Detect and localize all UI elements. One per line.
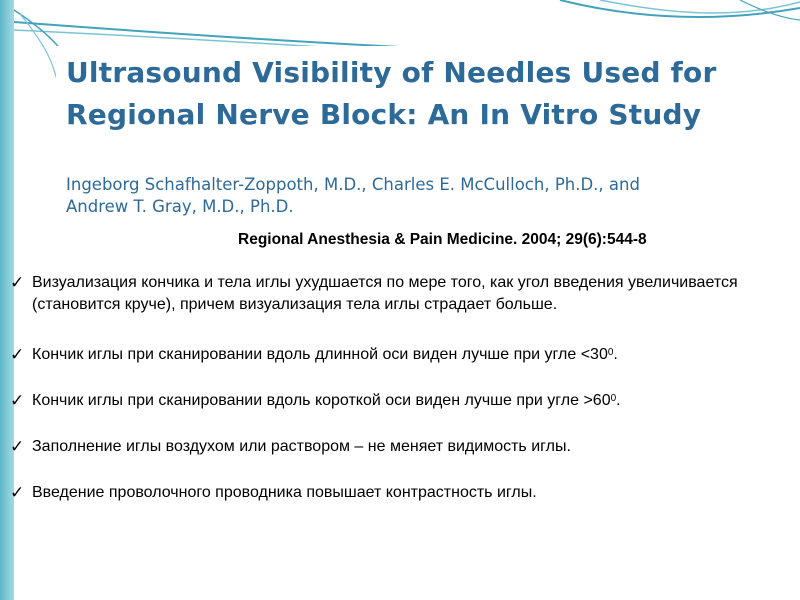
finding-item (10, 482, 790, 504)
finding-item (10, 344, 790, 366)
checkmark-icon: ✓ (10, 345, 25, 365)
journal-citation: Regional Anesthesia & Pain Medicine. 2004; 29(6):544-8 (238, 231, 647, 248)
finding-item (10, 390, 790, 412)
findings-list (10, 272, 790, 504)
paper-authors: Ingeborg Schafhalter-Zoppoth, M.D., Charles E. McCulloch, Ph.D., and Andrew T. Gray, M.D., Ph.D. (66, 175, 640, 216)
checkmark-icon: ✓ (10, 273, 25, 293)
checkmark-icon: ✓ (10, 437, 25, 457)
paper-title: Ultrasound Visibility of Needles Used for Regional Nerve Block: An In Vitro Study (66, 56, 717, 131)
finding-item (10, 436, 790, 458)
finding-text: Введение проволочного проводника повышает контрастность иглы. (32, 484, 537, 501)
checkmark-icon: ✓ (10, 483, 25, 503)
degree-superscript: 0 (607, 347, 614, 358)
checkmark-icon: ✓ (10, 391, 25, 411)
degree-superscript: 0 (610, 393, 617, 404)
finding-text: Заполнение иглы воздухом или раствором – не меняет видимость иглы. (32, 438, 571, 455)
paper-title-image (56, 46, 732, 230)
finding-suffix: . (616, 392, 621, 409)
finding-text: Визуализация кончика и тела иглы ухудшается по мере того, как угол введения увеличивается (становится круче), причем визуализация тела иглы страдает больше. (32, 274, 738, 313)
finding-text: Кончик иглы при сканировании вдоль короткой оси виден лучше при угле >60 (32, 392, 611, 409)
finding-item (10, 272, 790, 316)
finding-suffix: . (613, 346, 618, 363)
finding-text: Кончик иглы при сканировании вдоль длинной оси виден лучше при угле <30 (32, 346, 608, 363)
